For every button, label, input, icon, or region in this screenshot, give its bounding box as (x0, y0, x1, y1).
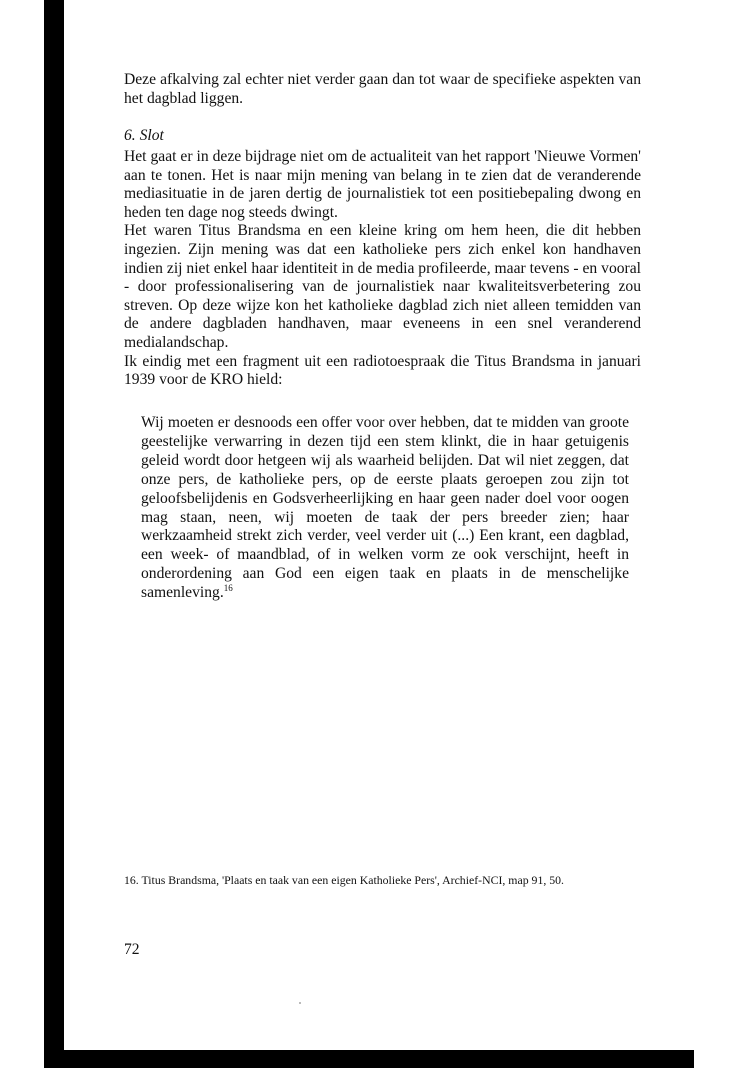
footnote-reference: 16 (223, 582, 233, 593)
quote-paragraph (141, 414, 629, 603)
footnote: 16. Titus Brandsma, 'Plaats en taak van een eigen Katholieke Pers', Archief-NCI, map 91, 50. (124, 873, 564, 887)
scan-bottom-border (44, 1050, 694, 1068)
scan-left-border (44, 0, 64, 1068)
scan-speck (299, 1002, 301, 1004)
body-text (124, 148, 641, 390)
section-title: 6. Slot (124, 127, 164, 144)
quote-text: Wij moeten er desnoods een offer voor over hebben, dat te midden van groote geestelijke verwarring in dezen tijd een stem klinkt, die in haar getuigenis geleid wordt door hetgeen wij als waarheid belijden. Dat wil niet zeggen, dat onze pers, de katholieke pers, op de eerste plaats geroepen zou zijn tot geloofsbelijdenis en Godsverheerlijking en haar geen nader doel voor oogen mag staan, neen, wij moeten de taak der pers breeder zien; haar werkzaamheid strekt zich verder, veel verder uit (...) Een krant, een dagblad, een week- of maandblad, of in welken vorm ze ook verschijnt, heeft in onderordening aan God een eigen taak en plaats in de menschelijke samenleving. (141, 414, 629, 602)
paragraph-3: Ik eindig met een fragment uit een radiotoespraak die Titus Brandsma in januari 1939 voor de KRO hield: (124, 352, 641, 389)
paragraph-1: Het gaat er in deze bijdrage niet om de actualiteit van het rapport 'Nieuwe Vormen' aan te tonen. Het is naar mijn mening van belang in te zien dat de veranderende mediasituatie in de jaren dertig de journalistiek tot een positiebepaling dwong en heden ten dage nog steeds dwingt. (124, 148, 641, 221)
block-quote (141, 414, 629, 603)
page-number: 72 (124, 941, 140, 958)
paragraph-2: Het waren Titus Brandsma en een kleine kring om hem heen, die dit hebben ingezien. Zijn mening was dat een katholieke pers zich enkel kon handhaven indien zij niet enkel haar identiteit in de media profileerde, maar tevens - en vooral - door professionalisering van de journalistiek naar kwaliteitsverbetering zou streven. Op deze wijze kon het katholieke dagblad zich niet alleen temidden van de andere dagbladen handhaven, maar eveneens in een snel veranderend medialandschap. (124, 222, 641, 351)
intro-paragraph (124, 71, 641, 108)
intro-text: Deze afkalving zal echter niet verder gaan dan tot waar de specifieke aspekten van het dagblad liggen. (124, 71, 641, 107)
